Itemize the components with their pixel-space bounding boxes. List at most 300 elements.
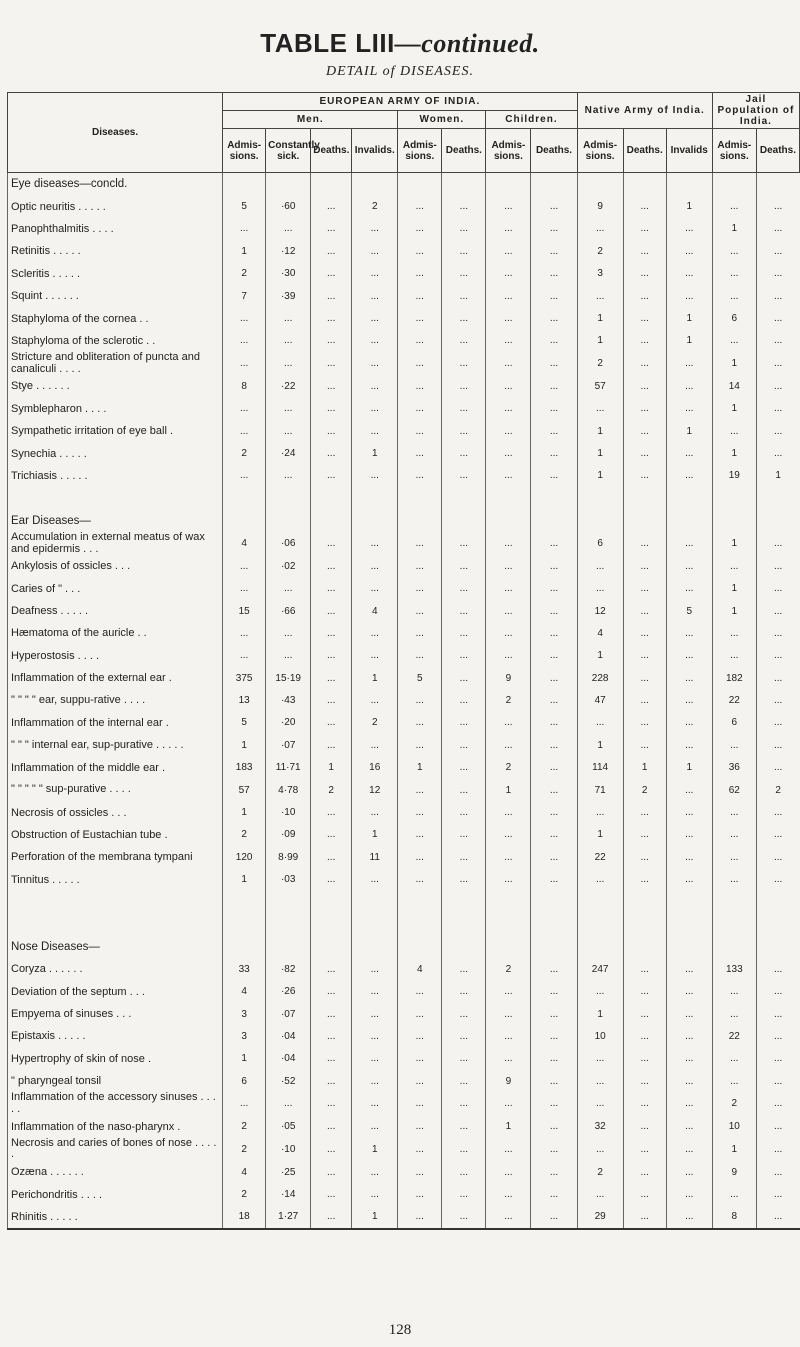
- table-row: [8, 689, 800, 711]
- table-cell: ...: [223, 622, 266, 644]
- table-cell: ...: [531, 1161, 577, 1183]
- table-cell: 4: [398, 958, 442, 980]
- native-army-header: Native Army of India.: [577, 93, 712, 129]
- disease-name: Deafness . . . . .: [8, 600, 223, 622]
- table-cell: 2: [712, 1092, 756, 1115]
- table-cell: ...: [577, 1070, 623, 1092]
- table-cell: [398, 936, 442, 958]
- disease-name: " pharyngeal tonsil: [8, 1070, 223, 1092]
- table-cell: ...: [311, 1116, 352, 1138]
- disease-name: Inflammation of the external ear .: [8, 667, 223, 689]
- disease-name: Staphyloma of the sclerotic . .: [8, 330, 223, 352]
- table-cell: 1: [486, 779, 531, 801]
- disease-name: Hæmatoma of the auricle . .: [8, 622, 223, 644]
- table-cell: ·04: [266, 1048, 311, 1070]
- table-cell: ...: [442, 1116, 486, 1138]
- table-cell: ...: [531, 307, 577, 329]
- table-cell: ...: [623, 1138, 666, 1161]
- table-cell: ...: [398, 1138, 442, 1161]
- table-cell: 12: [352, 779, 398, 801]
- table-cell: ...: [398, 555, 442, 577]
- table-row: [8, 1025, 800, 1047]
- disease-name: Synechia . . . . .: [8, 442, 223, 464]
- column-subheader: Invalids: [666, 129, 712, 173]
- table-cell: ...: [352, 1183, 398, 1205]
- table-cell: 57: [577, 375, 623, 397]
- table-cell: ...: [352, 689, 398, 711]
- table-cell: ...: [223, 420, 266, 442]
- table-cell: 4: [223, 532, 266, 555]
- table-cell: ...: [352, 532, 398, 555]
- table-cell: [577, 913, 623, 935]
- table-cell: 4: [223, 980, 266, 1002]
- table-cell: ...: [398, 442, 442, 464]
- table-cell: 2: [223, 263, 266, 285]
- table-cell: ...: [266, 465, 311, 487]
- table-cell: ...: [531, 958, 577, 980]
- table-cell: ...: [666, 801, 712, 823]
- table-cell: ...: [712, 555, 756, 577]
- table-cell: 1: [712, 442, 756, 464]
- table-cell: ...: [398, 1003, 442, 1025]
- table-cell: 1: [352, 667, 398, 689]
- table-cell: 1: [223, 801, 266, 823]
- table-cell: 6: [712, 307, 756, 329]
- table-row: [8, 375, 800, 397]
- table-cell: ...: [398, 285, 442, 307]
- table-cell: [266, 913, 311, 935]
- table-cell: ...: [756, 577, 799, 599]
- disease-name: Rhinitis . . . . .: [8, 1206, 223, 1229]
- table-cell: ...: [666, 1070, 712, 1092]
- table-cell: [486, 891, 531, 913]
- diseases-header: Diseases.: [8, 93, 223, 173]
- table-cell: ...: [666, 1206, 712, 1229]
- table-cell: [486, 510, 531, 532]
- table-cell: ...: [352, 307, 398, 329]
- table-cell: 5: [666, 600, 712, 622]
- table-cell: ...: [666, 1025, 712, 1047]
- table-cell: 1: [352, 1138, 398, 1161]
- table-cell: 1: [666, 420, 712, 442]
- table-cell: ...: [623, 667, 666, 689]
- table-row: [8, 1183, 800, 1205]
- disease-table: [7, 92, 800, 1230]
- table-cell: ...: [266, 1092, 311, 1115]
- disease-name: Staphyloma of the cornea . .: [8, 307, 223, 329]
- table-cell: [577, 936, 623, 958]
- table-cell: ...: [398, 465, 442, 487]
- table-cell: ...: [311, 240, 352, 262]
- table-cell: [223, 936, 266, 958]
- table-cell: ...: [531, 1070, 577, 1092]
- table-cell: ...: [577, 555, 623, 577]
- table-cell: ...: [352, 645, 398, 667]
- table-row: [8, 734, 800, 756]
- table-cell: ...: [398, 532, 442, 555]
- table-cell: ...: [398, 1070, 442, 1092]
- table-cell: [486, 936, 531, 958]
- table-cell: ...: [311, 532, 352, 555]
- table-cell: ...: [442, 1025, 486, 1047]
- table-cell: ...: [398, 1161, 442, 1183]
- table-row: [8, 307, 800, 329]
- table-cell: ...: [666, 734, 712, 756]
- table-cell: ...: [398, 1116, 442, 1138]
- table-row: [8, 555, 800, 577]
- table-cell: ...: [666, 442, 712, 464]
- table-cell: 71: [577, 779, 623, 801]
- table-cell: [352, 487, 398, 509]
- disease-name: Ozæna . . . . . .: [8, 1161, 223, 1183]
- table-cell: ...: [623, 240, 666, 262]
- disease-name: Squint . . . . . .: [8, 285, 223, 307]
- table-cell: ...: [531, 869, 577, 891]
- table-cell: ...: [577, 285, 623, 307]
- table-cell: ...: [442, 712, 486, 734]
- table-cell: ·39: [266, 285, 311, 307]
- table-cell: ...: [666, 263, 712, 285]
- table-cell: ...: [623, 263, 666, 285]
- table-cell: ·06: [266, 532, 311, 555]
- table-cell: ...: [442, 352, 486, 375]
- table-cell: ...: [266, 352, 311, 375]
- table-cell: [442, 510, 486, 532]
- table-cell: ...: [311, 352, 352, 375]
- table-cell: 10: [577, 1025, 623, 1047]
- table-cell: ...: [531, 1003, 577, 1025]
- table-cell: ...: [756, 307, 799, 329]
- table-cell: 32: [577, 1116, 623, 1138]
- table-cell: 62: [712, 779, 756, 801]
- column-subheader: Admis-sions.: [398, 129, 442, 173]
- table-cell: [266, 173, 311, 196]
- disease-name: Inflammation of the accessory sinuses . . . . .: [8, 1092, 223, 1115]
- table-cell: ...: [756, 712, 799, 734]
- table-cell: [623, 936, 666, 958]
- table-cell: 5: [223, 195, 266, 217]
- table-cell: ...: [756, 375, 799, 397]
- table-cell: ...: [756, 1206, 799, 1229]
- table-cell: 13: [223, 689, 266, 711]
- table-cell: ...: [666, 667, 712, 689]
- table-row: [8, 600, 800, 622]
- table-cell: ...: [577, 218, 623, 240]
- table-row: [8, 1116, 800, 1138]
- table-cell: ...: [486, 263, 531, 285]
- table-cell: ...: [223, 465, 266, 487]
- jail-population-header: Jail Population of India.: [712, 93, 799, 129]
- table-cell: ...: [486, 622, 531, 644]
- table-cell: ·26: [266, 980, 311, 1002]
- table-cell: ...: [531, 532, 577, 555]
- table-cell: ...: [352, 398, 398, 420]
- table-cell: ...: [352, 330, 398, 352]
- table-cell: ...: [311, 980, 352, 1002]
- table-cell: 8: [712, 1206, 756, 1229]
- european-army-header: EUROPEAN ARMY OF INDIA.: [223, 93, 577, 111]
- table-cell: ...: [352, 1161, 398, 1183]
- table-cell: ...: [577, 1048, 623, 1070]
- table-cell: 1: [352, 442, 398, 464]
- table-cell: ...: [442, 375, 486, 397]
- disease-name: [8, 891, 223, 913]
- table-cell: ...: [623, 577, 666, 599]
- table-cell: ...: [666, 846, 712, 868]
- table-cell: ...: [442, 980, 486, 1002]
- table-cell: [756, 510, 799, 532]
- column-subheader: Deaths.: [623, 129, 666, 173]
- table-row: [8, 958, 800, 980]
- table-cell: ...: [756, 958, 799, 980]
- table-cell: [531, 173, 577, 196]
- table-cell: ...: [442, 218, 486, 240]
- table-cell: ...: [756, 1138, 799, 1161]
- table-cell: 228: [577, 667, 623, 689]
- table-cell: ...: [311, 375, 352, 397]
- table-cell: ...: [311, 465, 352, 487]
- table-cell: 1: [712, 577, 756, 599]
- table-cell: ...: [311, 667, 352, 689]
- table-cell: 1: [352, 1206, 398, 1229]
- table-cell: ·14: [266, 1183, 311, 1205]
- table-cell: ...: [352, 980, 398, 1002]
- table-cell: ...: [223, 645, 266, 667]
- table-row: [8, 1161, 800, 1183]
- table-cell: [531, 510, 577, 532]
- page-number: 128: [388, 1322, 412, 1338]
- table-row: [8, 577, 800, 599]
- table-row: [8, 824, 800, 846]
- table-cell: 114: [577, 757, 623, 779]
- table-cell: 1: [577, 330, 623, 352]
- table-cell: 14: [712, 375, 756, 397]
- table-cell: ...: [666, 352, 712, 375]
- table-row: [8, 352, 800, 375]
- table-cell: ...: [486, 1092, 531, 1115]
- table-cell: 1: [223, 869, 266, 891]
- table-cell: ·03: [266, 869, 311, 891]
- table-cell: 29: [577, 1206, 623, 1229]
- table-cell: ...: [486, 824, 531, 846]
- table-cell: ...: [442, 465, 486, 487]
- table-cell: ...: [666, 958, 712, 980]
- table-cell: [531, 891, 577, 913]
- column-subheader: Deaths.: [756, 129, 799, 173]
- table-cell: 2: [577, 352, 623, 375]
- table-cell: ·52: [266, 1070, 311, 1092]
- table-row: [8, 712, 800, 734]
- table-cell: ...: [398, 869, 442, 891]
- disease-name: Obstruction of Eustachian tube .: [8, 824, 223, 846]
- table-cell: ...: [623, 1025, 666, 1047]
- table-cell: ...: [756, 600, 799, 622]
- table-cell: 1: [311, 757, 352, 779]
- table-cell: [352, 936, 398, 958]
- table-cell: 1: [352, 824, 398, 846]
- table-cell: ...: [398, 1048, 442, 1070]
- section-header-row: [8, 936, 800, 958]
- table-cell: ...: [531, 240, 577, 262]
- table-cell: [223, 487, 266, 509]
- table-cell: 18: [223, 1206, 266, 1229]
- table-row: [8, 757, 800, 779]
- disease-name: Necrosis of ossicles . . .: [8, 801, 223, 823]
- table-row: [8, 1003, 800, 1025]
- table-cell: 1: [666, 757, 712, 779]
- table-cell: 22: [712, 1025, 756, 1047]
- table-row: [8, 465, 800, 487]
- table-cell: ...: [352, 375, 398, 397]
- table-cell: ...: [666, 1183, 712, 1205]
- table-cell: ...: [486, 330, 531, 352]
- table-cell: 1: [223, 240, 266, 262]
- table-cell: ...: [756, 1116, 799, 1138]
- table-cell: ...: [442, 420, 486, 442]
- table-cell: ...: [352, 958, 398, 980]
- table-cell: [486, 913, 531, 935]
- table-cell: ...: [712, 622, 756, 644]
- table-cell: ...: [756, 218, 799, 240]
- table-cell: ...: [666, 622, 712, 644]
- table-cell: [666, 891, 712, 913]
- disease-name: Epistaxis . . . . .: [8, 1025, 223, 1047]
- table-cell: 9: [577, 195, 623, 217]
- disease-name: Inflammation of the internal ear .: [8, 712, 223, 734]
- table-cell: 375: [223, 667, 266, 689]
- table-cell: ·82: [266, 958, 311, 980]
- table-cell: ...: [311, 824, 352, 846]
- table-cell: 2: [223, 1138, 266, 1161]
- table-cell: ...: [352, 801, 398, 823]
- disease-name: Trichiasis . . . . .: [8, 465, 223, 487]
- table-cell: ...: [352, 285, 398, 307]
- table-cell: ...: [756, 846, 799, 868]
- table-cell: ...: [486, 1183, 531, 1205]
- table-cell: ...: [531, 577, 577, 599]
- table-cell: ...: [311, 420, 352, 442]
- table-cell: ...: [442, 1070, 486, 1092]
- section-title: Eye diseases—concld.: [8, 173, 223, 196]
- table-cell: ...: [442, 263, 486, 285]
- table-cell: ...: [398, 645, 442, 667]
- table-cell: ...: [531, 375, 577, 397]
- table-row: [8, 532, 800, 555]
- table-cell: ...: [266, 577, 311, 599]
- table-cell: ·07: [266, 1003, 311, 1025]
- table-cell: [666, 173, 712, 196]
- children-header: Children.: [486, 111, 577, 129]
- table-cell: ...: [756, 1092, 799, 1115]
- table-cell: ...: [398, 779, 442, 801]
- disease-name: Stye . . . . . .: [8, 375, 223, 397]
- table-cell: 5: [223, 712, 266, 734]
- table-cell: [311, 913, 352, 935]
- table-cell: ·05: [266, 1116, 311, 1138]
- table-cell: 2: [486, 757, 531, 779]
- table-cell: ...: [531, 846, 577, 868]
- table-cell: ...: [756, 801, 799, 823]
- disease-name: Perforation of the membrana tympani: [8, 846, 223, 868]
- table-cell: [266, 936, 311, 958]
- table-cell: 22: [712, 689, 756, 711]
- table-cell: ...: [531, 352, 577, 375]
- table-cell: ...: [486, 1048, 531, 1070]
- table-cell: ...: [398, 846, 442, 868]
- disease-name: Scleritis . . . . .: [8, 263, 223, 285]
- table-cell: ...: [623, 1206, 666, 1229]
- table-cell: ...: [442, 398, 486, 420]
- table-cell: 2: [352, 195, 398, 217]
- table-cell: 8·99: [266, 846, 311, 868]
- table-cell: 1: [398, 757, 442, 779]
- table-cell: ...: [756, 757, 799, 779]
- table-cell: 2: [577, 1161, 623, 1183]
- table-cell: ...: [666, 779, 712, 801]
- disease-name: Caries of " . . .: [8, 577, 223, 599]
- table-cell: [712, 936, 756, 958]
- disease-name: Accumulation in external meatus of wax and epidermis . . .: [8, 532, 223, 555]
- table-cell: 133: [712, 958, 756, 980]
- table-cell: ...: [311, 712, 352, 734]
- table-cell: ...: [442, 689, 486, 711]
- table-cell: [398, 487, 442, 509]
- table-cell: ...: [623, 285, 666, 307]
- table-cell: ·12: [266, 240, 311, 262]
- table-cell: 7: [223, 285, 266, 307]
- table-cell: ...: [712, 1003, 756, 1025]
- table-cell: ...: [398, 734, 442, 756]
- table-cell: 1: [712, 352, 756, 375]
- table-cell: ...: [531, 712, 577, 734]
- table-row: [8, 779, 800, 801]
- table-cell: ...: [623, 801, 666, 823]
- table-cell: ...: [577, 1092, 623, 1115]
- section-title: Ear Diseases—: [8, 510, 223, 532]
- table-cell: ...: [223, 555, 266, 577]
- table-cell: ...: [623, 958, 666, 980]
- table-cell: ...: [398, 1183, 442, 1205]
- table-cell: ...: [486, 465, 531, 487]
- table-cell: 1: [577, 442, 623, 464]
- table-cell: ...: [712, 1048, 756, 1070]
- table-cell: ...: [311, 1070, 352, 1092]
- table-cell: ...: [666, 1138, 712, 1161]
- table-cell: ...: [577, 712, 623, 734]
- table-cell: ...: [531, 1116, 577, 1138]
- table-cell: ...: [712, 240, 756, 262]
- table-cell: 1: [577, 824, 623, 846]
- table-row: [8, 801, 800, 823]
- table-cell: ·04: [266, 1025, 311, 1047]
- table-cell: ...: [712, 824, 756, 846]
- table-cell: ...: [712, 645, 756, 667]
- table-cell: 11·71: [266, 757, 311, 779]
- table-cell: ...: [531, 667, 577, 689]
- section-header-row: [8, 173, 800, 196]
- table-cell: ...: [398, 420, 442, 442]
- table-cell: ...: [531, 757, 577, 779]
- table-cell: ...: [756, 195, 799, 217]
- table-cell: ...: [756, 824, 799, 846]
- table-cell: ...: [352, 1003, 398, 1025]
- table-cell: ...: [442, 240, 486, 262]
- table-cell: 15·19: [266, 667, 311, 689]
- table-cell: ...: [352, 465, 398, 487]
- table-cell: ...: [623, 420, 666, 442]
- table-cell: ...: [311, 869, 352, 891]
- table-cell: ...: [531, 465, 577, 487]
